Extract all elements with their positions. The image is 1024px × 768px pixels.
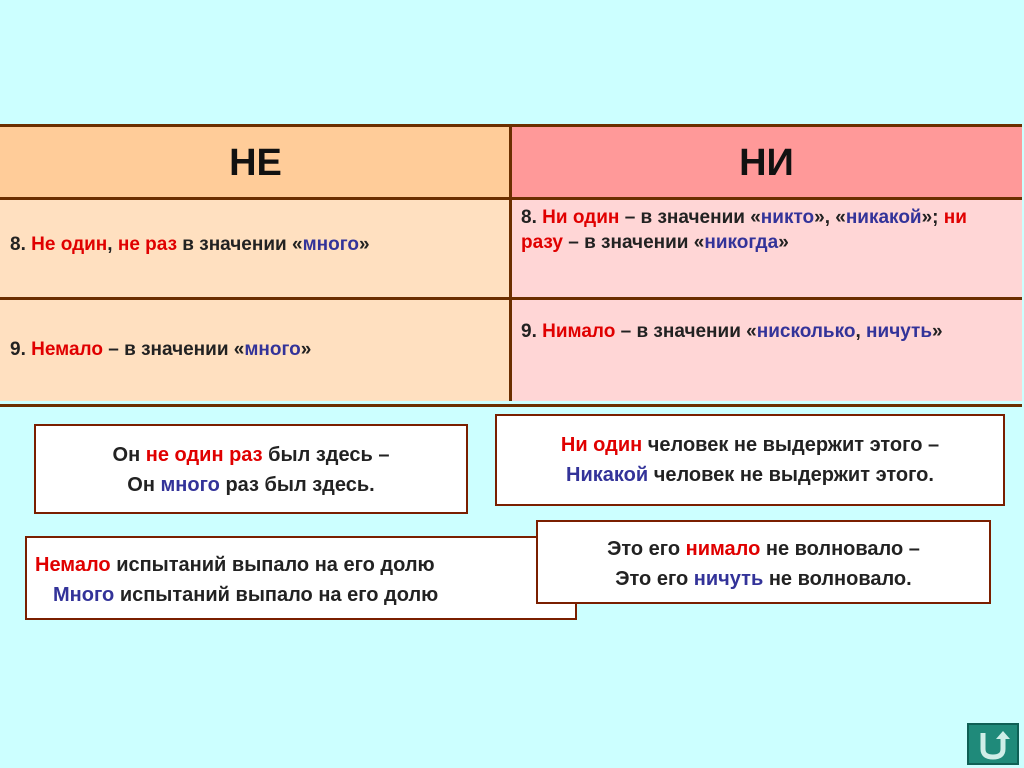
rule-num: 9.: [10, 339, 26, 360]
rule-text: »;: [921, 207, 939, 228]
rule-sep: ,: [107, 234, 113, 255]
rule-9-ni: [511, 299, 1022, 401]
example-term: Много: [53, 584, 115, 606]
rule-8-ni: [511, 199, 1022, 299]
example-text: человек не выдержит этого.: [653, 464, 934, 486]
example-term: Немало: [35, 554, 111, 576]
rule-meaning: никакой: [845, 207, 922, 228]
rule-9-ne-text: [10, 337, 311, 362]
rule-meaning: ничуть: [866, 321, 933, 342]
rule-meaning: никто: [760, 207, 815, 228]
rule-8-ni-text: [521, 205, 1001, 256]
example-term: нимало: [685, 538, 761, 560]
example-text: Это его: [615, 568, 689, 590]
example-text: не волновало –: [765, 538, 920, 560]
example-term: Никакой: [566, 464, 649, 486]
header-ne-label: НЕ: [229, 142, 282, 184]
example-term: ничуть: [693, 568, 764, 590]
rule-text: »: [358, 234, 370, 255]
rule-text: »: [300, 339, 312, 360]
rule-9-ne: [0, 299, 511, 401]
example-term: Ни один: [560, 434, 643, 456]
rule-8-ne: [0, 199, 511, 299]
rule-num: 8.: [521, 207, 537, 228]
rule-term: Нимало: [542, 321, 616, 342]
rule-meaning: много: [302, 234, 359, 255]
return-button[interactable]: [967, 723, 1019, 765]
rule-text: »: [778, 232, 789, 254]
rule-text: – в значении «: [568, 232, 705, 254]
rule-term: Немало: [31, 339, 103, 360]
rule-term: не раз: [117, 234, 178, 255]
header-ni-label: НИ: [739, 142, 794, 184]
example-text: не волновало.: [768, 568, 912, 590]
rule-text: »: [932, 321, 943, 342]
example-nemalo: [25, 536, 577, 620]
rule-8-ne-text: [10, 232, 370, 257]
rule-meaning: никогда: [704, 232, 779, 254]
example-term: не один раз: [145, 444, 263, 466]
example-ne-odin: [34, 424, 468, 514]
return-icon: [969, 725, 1017, 763]
example-text: Это его: [607, 538, 681, 560]
rule-text: – в значении «: [624, 207, 761, 228]
example-text: испытаний выпало на его долю: [119, 584, 439, 606]
header-ne: [0, 127, 511, 199]
rule-num: 9.: [521, 321, 537, 342]
rule-9-ni-text: [521, 319, 1001, 344]
example-ni-odin: [495, 414, 1005, 506]
example-text: человек не выдержит этого –: [647, 434, 940, 456]
rule-text: в значении «: [182, 234, 303, 255]
example-text: был здесь –: [268, 444, 390, 466]
rule-text: – в значении «: [620, 321, 757, 342]
header-ni: [511, 127, 1022, 199]
table-column-divider: [509, 127, 512, 401]
example-text: Он: [112, 444, 141, 466]
example-term: много: [160, 474, 220, 496]
example-text: Он: [127, 474, 155, 496]
rule-text: », «: [814, 207, 846, 228]
rule-sep: ,: [855, 321, 861, 342]
example-text: испытаний выпало на его долю: [116, 554, 435, 576]
rule-text: – в значении «: [108, 339, 245, 360]
example-nimalo: [536, 520, 991, 604]
rules-table: [0, 124, 1022, 407]
rule-term: ни разу: [521, 207, 967, 254]
rule-term: Ни один: [542, 207, 620, 228]
rule-num: 8.: [10, 234, 26, 255]
rule-term: Не один: [31, 234, 108, 255]
rule-meaning: нисколько: [756, 321, 856, 342]
rule-meaning: много: [244, 339, 301, 360]
example-text: раз был здесь.: [225, 474, 375, 496]
